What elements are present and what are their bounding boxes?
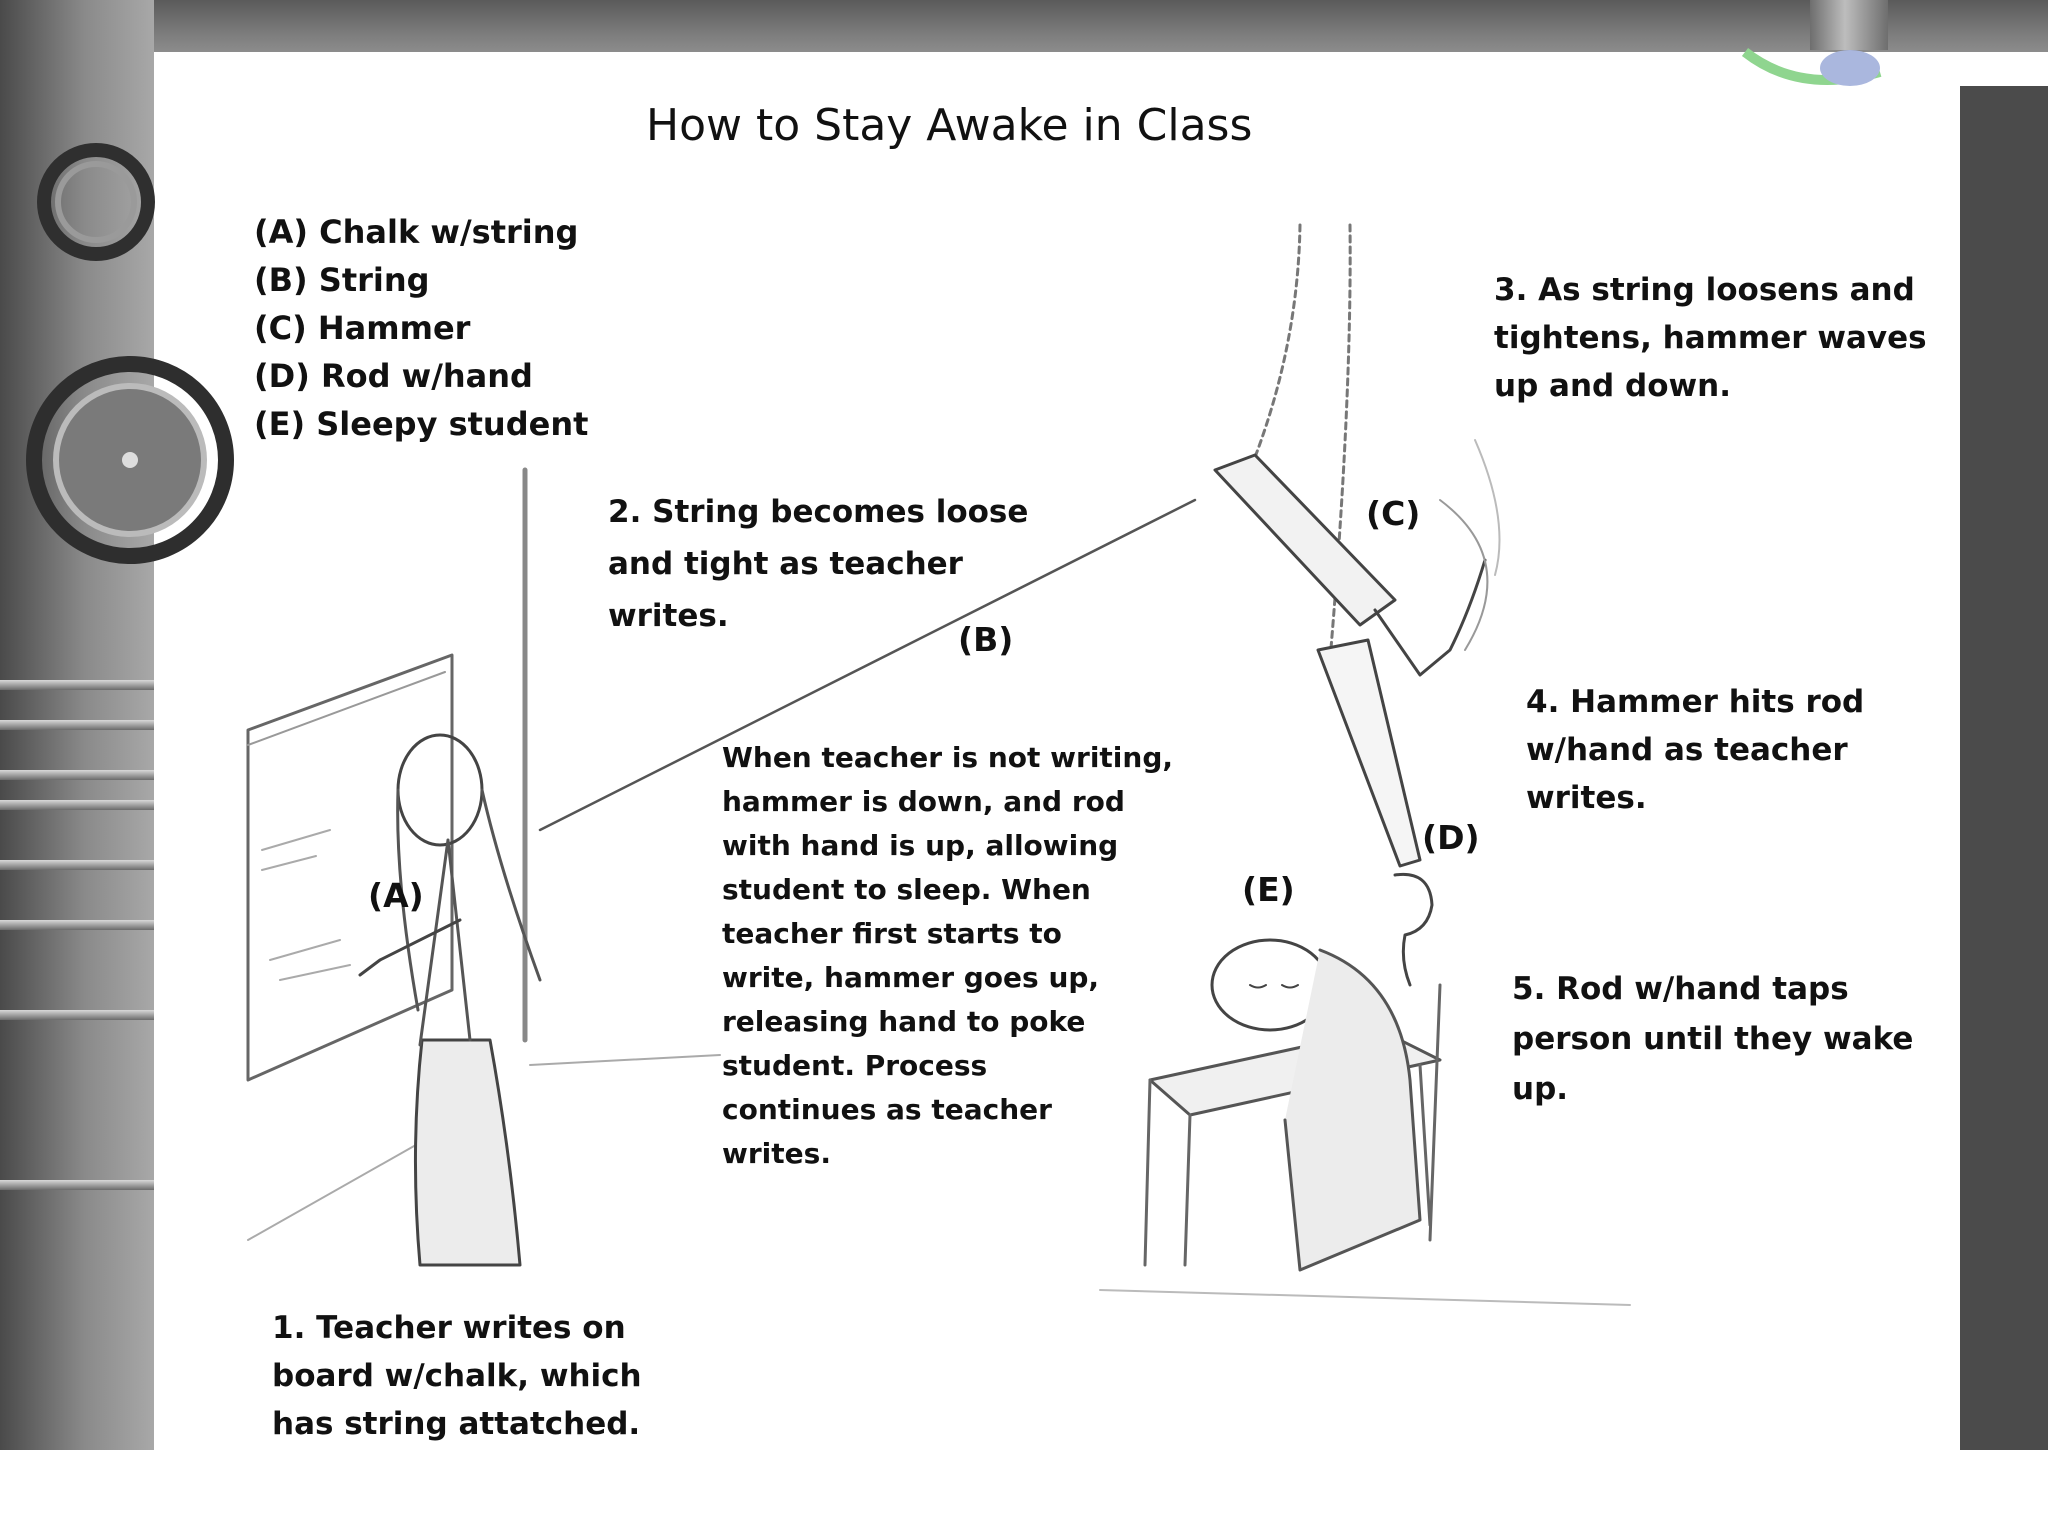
step-line: 2. String becomes loose — [608, 494, 1029, 530]
step-line: 3. As string loosens and — [1494, 272, 1915, 308]
teacher-dress — [415, 1040, 520, 1265]
note-line: When teacher is not writing, — [722, 741, 1174, 774]
step-line: writes. — [1526, 780, 1647, 816]
motion-lines — [1475, 440, 1500, 575]
step-line: has string attatched. — [272, 1406, 641, 1442]
note-line: teacher first starts to — [722, 917, 1062, 950]
legend-item: (C) Hammer — [254, 309, 471, 347]
step-line: person until they wake — [1512, 1021, 1914, 1057]
page-title: How to Stay Awake in Class — [646, 100, 1253, 151]
step-line: w/hand as teacher — [1526, 732, 1848, 768]
legend-item: (B) String — [254, 261, 430, 299]
note-line: write, hammer goes up, — [722, 961, 1100, 994]
step-2-text — [608, 486, 1028, 642]
legend-item: (E) Sleepy student — [254, 405, 589, 443]
note-line: writes. — [722, 1137, 831, 1170]
step-3-text — [1494, 266, 1927, 410]
chair-back — [1430, 985, 1440, 1240]
chalkboard-edge — [248, 672, 445, 745]
step-1-text — [272, 1304, 642, 1448]
rod-hand — [1395, 874, 1432, 985]
teacher-head — [398, 735, 482, 845]
step-line: 5. Rod w/hand taps — [1512, 971, 1849, 1007]
teacher-body — [420, 840, 470, 1045]
tag-e: (E) — [1242, 870, 1295, 909]
note-line: releasing hand to poke — [722, 1005, 1086, 1038]
note-line: hammer is down, and rod — [722, 785, 1125, 818]
step-line: up. — [1512, 1071, 1569, 1107]
floor-line — [530, 1055, 720, 1065]
step-line: and tight as teacher — [608, 546, 963, 582]
tag-d: (D) — [1422, 818, 1480, 857]
explanation-note — [722, 736, 1173, 1176]
rod — [1318, 640, 1420, 866]
legend — [254, 208, 588, 448]
student-body — [1285, 950, 1420, 1270]
tag-b: (B) — [958, 620, 1014, 659]
student-closed-eyes — [1250, 985, 1298, 988]
step-5-text — [1512, 964, 1913, 1114]
hammer-handle — [1215, 455, 1395, 625]
step-line: up and down. — [1494, 368, 1731, 404]
step-line: writes. — [608, 598, 729, 634]
tag-c: (C) — [1366, 494, 1421, 533]
note-line: with hand is up, allowing — [722, 829, 1119, 862]
legend-item: (A) Chalk w/string — [254, 213, 579, 251]
chain-left — [1250, 225, 1300, 470]
note-line: continues as teacher — [722, 1093, 1052, 1126]
step-line: 1. Teacher writes on — [272, 1310, 626, 1346]
note-line: student. Process — [722, 1049, 988, 1082]
step-line: tightens, hammer waves — [1494, 320, 1927, 356]
hammer-head — [1375, 560, 1485, 675]
chalkboard — [248, 655, 452, 1080]
chalk-scribbles — [262, 830, 350, 980]
note-line: student to sleep. When — [722, 873, 1091, 906]
tag-a: (A) — [368, 876, 424, 915]
step-line: board w/chalk, which — [272, 1358, 642, 1394]
step-line: 4. Hammer hits rod — [1526, 684, 1865, 720]
legend-item: (D) Rod w/hand — [254, 357, 533, 395]
step-4-text — [1526, 678, 1864, 822]
floor-line — [1100, 1290, 1630, 1305]
